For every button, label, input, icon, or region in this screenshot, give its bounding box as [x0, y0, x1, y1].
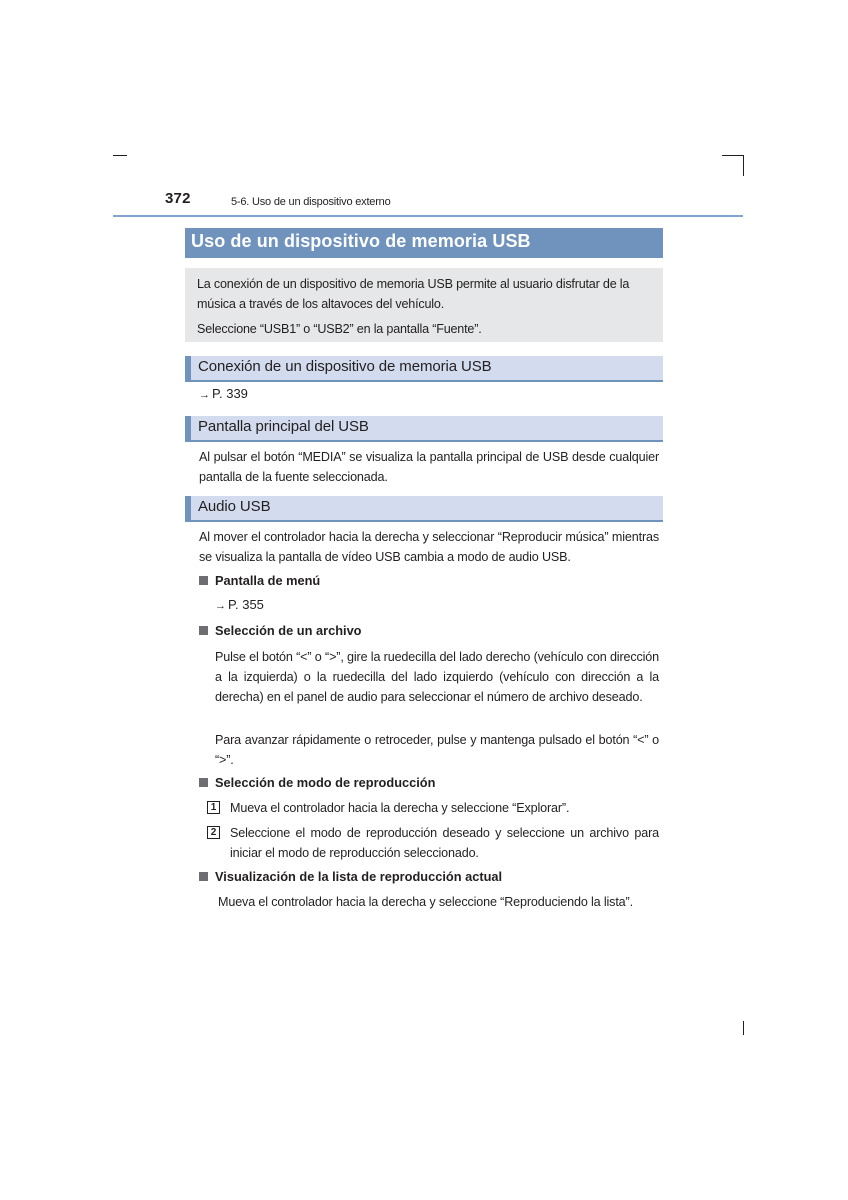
subheading-playlist: [199, 868, 502, 886]
section-heading-main-screen: Pantalla principal del USB: [185, 416, 663, 442]
square-bullet-icon: [199, 778, 208, 787]
subheading-file-select: [199, 622, 362, 640]
step-2: [207, 823, 659, 863]
square-bullet-icon: [199, 626, 208, 635]
subheading-menu: [199, 572, 320, 590]
header-rule: [113, 215, 743, 217]
intro-instruction: Seleccione “USB1” o “USB2” en la pantalla “Fuente”.: [197, 322, 482, 336]
file-select-text-2: [215, 730, 659, 770]
crop-mark-top-right-v: [743, 155, 744, 176]
step-number-badge: 2: [207, 826, 220, 839]
square-bullet-icon: [199, 576, 208, 585]
intro-box: [185, 268, 663, 342]
step-text: Seleccione el modo de reproducción deseado y seleccione un archivo para iniciar el modo de reproducción seleccionado.: [230, 826, 659, 860]
square-bullet-icon: [199, 872, 208, 881]
paragraph: Pulse el botón “<” o “>”, gire la ruedecilla del lado derecho (vehículo con dirección a la izquierda) o la ruedecilla del lado izquierdo (vehículo con dirección a la derecha) en el panel de audio para seleccionar el número de archivo deseado.: [215, 650, 659, 704]
section-heading-audio-usb: Audio USB: [185, 496, 663, 522]
crop-mark-bottom-right: [743, 1021, 744, 1035]
reference-menu[interactable]: [215, 597, 264, 612]
playlist-text: [218, 892, 660, 912]
paragraph: Al pulsar el botón “MEDIA” se visualiza la pantalla principal de USB desde cualquier pantalla de la fuente seleccionada.: [199, 450, 659, 484]
file-select-text-1: [215, 647, 659, 707]
subheading-text: Visualización de la lista de reproducción actual: [215, 869, 503, 884]
crop-mark-top-left: [113, 155, 127, 156]
reference-connection[interactable]: [199, 386, 248, 401]
intro-text: La conexión de un dispositivo de memoria USB permite al usuario disfrutar de la música a través de los altavoces del vehículo.: [197, 277, 630, 311]
section-heading-connection: Conexión de un dispositivo de memoria USB: [185, 356, 663, 382]
page-title: Uso de un dispositivo de memoria USB: [185, 228, 663, 258]
paragraph: Al mover el controlador hacia la derecha y seleccionar “Reproducir música” mientras se visualiza la pantalla de vídeo USB cambia a modo de audio USB.: [199, 530, 659, 564]
subheading-text: Selección de modo de reproducción: [215, 775, 436, 790]
subheading-play-mode: [199, 774, 435, 792]
reference-text: P. 355: [228, 597, 264, 612]
crop-mark-top-right-h: [722, 155, 744, 156]
right-arrow-icon: →: [215, 600, 226, 612]
main-screen-text: [199, 447, 659, 487]
step-text: Mueva el controlador hacia la derecha y seleccione “Explorar”.: [230, 801, 570, 815]
paragraph: Mueva el controlador hacia la derecha y seleccione “Reproduciendo la lista”.: [218, 895, 633, 909]
subheading-text: Pantalla de menú: [215, 573, 321, 588]
paragraph: Para avanzar rápidamente o retroceder, pulse y mantenga pulsado el botón “<” o “>”.: [215, 733, 659, 767]
audio-usb-text: [199, 527, 659, 567]
page-number: 372: [165, 190, 191, 207]
subheading-text: Selección de un archivo: [215, 623, 362, 638]
right-arrow-icon: →: [199, 389, 210, 401]
section-path: 5-6. Uso de un dispositivo externo: [231, 196, 391, 208]
step-number-badge: 1: [207, 801, 220, 814]
step-1: [207, 798, 659, 818]
reference-text: P. 339: [212, 386, 248, 401]
